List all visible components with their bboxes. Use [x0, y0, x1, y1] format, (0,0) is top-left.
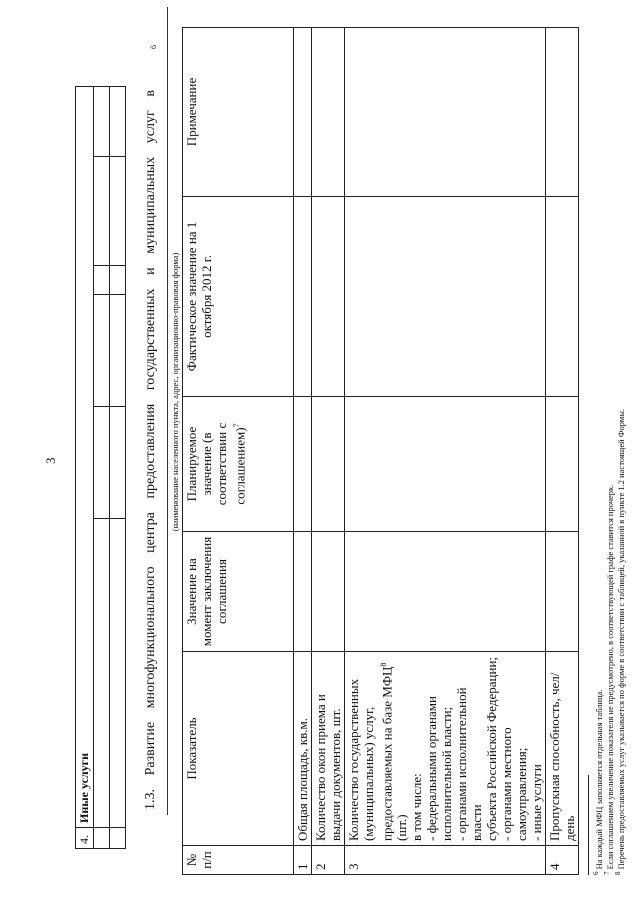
heading-word: многофункционального [143, 566, 158, 709]
header-num: № п/п [183, 846, 294, 875]
indicator-line: исполнительной власти; [439, 706, 455, 841]
top-table-fragment [75, 86, 126, 849]
header-planned [183, 397, 294, 532]
section-number: 1.3. [143, 789, 158, 810]
row-indicator: Пропускная способность, чел/день [546, 652, 579, 846]
footnote-mark: 7 [603, 871, 611, 875]
footnote-mark: 8 [614, 871, 622, 875]
section-heading [143, 90, 159, 810]
top-table-row-number: 4. [76, 828, 94, 849]
fill-in-caption: (наименование населенного пункта, адрес, организационно-правовая форма) [170, 252, 180, 532]
top-table-cell [110, 157, 126, 266]
row-number: 1 [294, 846, 312, 875]
row-number: 3 [345, 846, 546, 875]
indicators-table [182, 27, 579, 875]
heading-word: государственных [143, 288, 158, 391]
table-cell [312, 532, 345, 652]
top-table-cell [110, 87, 126, 157]
heading-word: услуг [143, 110, 158, 144]
header-note: Примечание [183, 28, 294, 197]
table-cell [294, 197, 312, 397]
footnote-mark: 6 [592, 871, 600, 875]
top-table-cell [94, 295, 110, 407]
indicator-line: (муниципальных) услуг, [361, 706, 376, 841]
row-indicator: Количество окон приема и выдачи документов, шт. [312, 652, 345, 846]
table-row [546, 28, 579, 875]
top-table-cell [110, 519, 126, 828]
footnote-text: На каждый МФЦ заполняется отдельная таблица. [593, 689, 604, 870]
footnote-text: Если соглашением увеличение показателя не предусмотрено, в соответствующей графе ставится прочерк. [604, 484, 615, 870]
table-cell [345, 197, 546, 397]
indicator-line: - иные услуги [529, 764, 545, 841]
top-table-cell [94, 407, 110, 519]
indicator-line: - органами исполнительной власти [454, 687, 485, 841]
top-table-cell [94, 157, 110, 266]
table-cell [294, 532, 312, 652]
indicator-line: Количество государственных [346, 678, 361, 841]
header-value-at-signing: Значение на момент заключения соглашения [183, 532, 294, 652]
heading-word: предоставления [143, 403, 158, 499]
heading-word: в [143, 90, 158, 97]
indicator-unit: (шт.) [394, 814, 410, 841]
table-cell [294, 397, 312, 532]
top-table-cell [110, 828, 126, 849]
row-indicator [345, 652, 546, 846]
footnote [614, 409, 626, 875]
footnote-rule [588, 775, 589, 875]
table-cell [312, 28, 345, 197]
top-table-cell [110, 295, 126, 407]
heading-word: муниципальных [143, 156, 158, 254]
row-number: 2 [312, 846, 345, 875]
fill-in-line [167, 7, 168, 815]
header-planned-text: Планируемое значение (в соответствии с соглашением) [184, 422, 248, 506]
table-cell [546, 532, 579, 652]
indicator-line: субъекта Российской Федерации; [484, 656, 500, 841]
footnote-text: Перечень предоставляемых услуг указывается по форме в соответствии с таблицей, указанной в пункте 1.2 настоящей Формы. [615, 408, 626, 870]
header-actual: Фактическое значение на 1 октября 2012 г. [183, 197, 294, 397]
table-cell [345, 28, 546, 197]
top-table-cell [110, 266, 126, 295]
indicator-line: - органами местного самоуправления; [499, 727, 530, 841]
table-cell [312, 397, 345, 532]
row-number: 4 [546, 846, 579, 875]
top-table-cell [94, 266, 110, 295]
top-table-cell [110, 407, 126, 519]
table-cell [312, 197, 345, 397]
table-cell [546, 397, 579, 532]
header-planned-footnote: 7 [232, 423, 241, 428]
indicator-line: - федеральными органами [424, 696, 440, 841]
top-table-cell [94, 519, 110, 828]
table-cell [546, 197, 579, 397]
indicator-line-text: предоставляемых на базе МФЦ [379, 666, 395, 841]
table-cell [546, 28, 579, 197]
heading-word: и [143, 267, 158, 275]
header-indicator: Показатель [183, 652, 294, 846]
heading-word: центра [143, 512, 158, 553]
table-header-row [183, 28, 294, 875]
top-table-row-label: Иные услуги [76, 87, 94, 828]
top-table-cell [94, 828, 110, 849]
table-cell [345, 532, 546, 652]
table-cell [345, 397, 546, 532]
table-row [294, 28, 312, 875]
indicator-line: в том числе: [409, 773, 425, 841]
heading-word: Развитие [143, 721, 158, 776]
top-table-cell [94, 87, 110, 157]
indicator-footnote: 8 [379, 662, 388, 667]
indicator-line [376, 656, 409, 841]
heading-footnote-mark: 6 [149, 45, 158, 49]
row-indicator: Общая площадь, кв.м. [294, 652, 312, 846]
table-row [345, 28, 546, 875]
table-row [312, 28, 345, 875]
table-cell [294, 28, 312, 197]
page-number: 3 [43, 457, 58, 464]
